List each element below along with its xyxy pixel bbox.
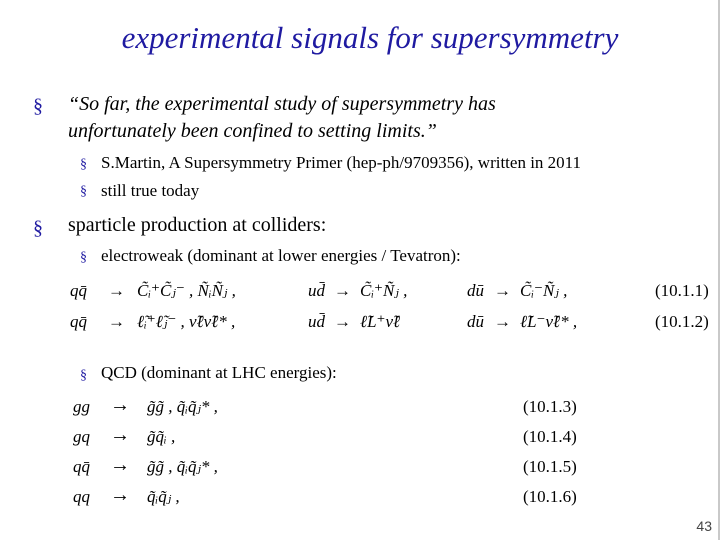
equation-number: (10.1.6) bbox=[523, 487, 577, 506]
initial-state: qq bbox=[73, 487, 90, 506]
equation-number: (10.1.4) bbox=[523, 427, 577, 446]
qcd-equation-4 bbox=[0, 484, 720, 511]
equation-number: (10.1.5) bbox=[523, 457, 577, 476]
arrow-icon: → bbox=[110, 424, 130, 446]
initial-state: qq̄ bbox=[73, 457, 90, 476]
initial-state: ud̄ bbox=[308, 281, 325, 300]
arrow-icon: → bbox=[108, 281, 125, 300]
reference-text: S.Martin, A Supersymmetry Primer (hep-ph/9709356), written in 2011 bbox=[101, 153, 582, 172]
final-state: g̃g̃ , q̃ᵢq̃ⱼ* , bbox=[147, 397, 218, 416]
final-state: C̃ᵢ⁺Ñⱼ , bbox=[360, 281, 408, 300]
electroweak-equation-1 bbox=[0, 281, 720, 305]
quote-line-2: unfortunately been confined to setting limits.” bbox=[68, 120, 437, 142]
final-state: ℓ̃L⁺ν̃ℓ bbox=[360, 312, 401, 331]
arrow-icon: → bbox=[494, 312, 511, 331]
equation-number: (10.1.2) bbox=[655, 312, 709, 331]
final-state: C̃ᵢ⁻Ñⱼ , bbox=[520, 281, 568, 300]
qcd-equation-3 bbox=[0, 454, 720, 481]
final-state: g̃g̃ , q̃ᵢq̃ⱼ* , bbox=[147, 457, 218, 476]
arrow-icon: → bbox=[110, 454, 130, 476]
still-true-text: still true today bbox=[101, 181, 200, 200]
arrow-icon: → bbox=[110, 394, 130, 416]
equation-number: (10.1.3) bbox=[523, 397, 577, 416]
arrow-icon: → bbox=[334, 281, 351, 300]
initial-state: ud̄ bbox=[308, 312, 325, 331]
arrow-icon: → bbox=[494, 281, 511, 300]
electroweak-equation-2 bbox=[0, 312, 720, 336]
electroweak-label: electroweak (dominant at lower energies / Tevatron): bbox=[101, 246, 461, 265]
production-heading: sparticle production at colliders: bbox=[68, 214, 327, 236]
page-title: experimental signals for supersymmetry bbox=[121, 20, 619, 55]
final-state: C̃ᵢ⁺C̃ⱼ⁻ , ÑᵢÑⱼ , bbox=[137, 281, 236, 300]
final-state: g̃q̃ᵢ , bbox=[147, 427, 176, 446]
final-state: ℓ̃L⁻ν̃ℓ* , bbox=[520, 312, 578, 331]
qcd-equation-1 bbox=[0, 394, 720, 421]
qcd-label: QCD (dominant at LHC energies): bbox=[101, 363, 337, 382]
arrow-icon: → bbox=[108, 312, 125, 331]
equation-number: (10.1.1) bbox=[655, 281, 709, 300]
final-state: q̃ᵢq̃ⱼ , bbox=[147, 487, 180, 506]
final-state: ℓ̃ᵢ⁺ℓ̃ⱼ⁻ , ν̃ℓν̃ℓ* , bbox=[137, 312, 236, 331]
initial-state: qq̄ bbox=[70, 281, 87, 300]
sub-bullet-electroweak: § bbox=[80, 250, 87, 265]
sub-bullet-qcd: § bbox=[80, 368, 87, 383]
initial-state: gg bbox=[73, 397, 90, 416]
quote-line-1: “So far, the experimental study of supersymmetry has bbox=[68, 93, 496, 115]
sub-bullet-reference: § bbox=[80, 157, 87, 172]
initial-state: dū bbox=[467, 281, 484, 300]
bullet-quote: § bbox=[33, 95, 43, 117]
qcd-equation-2 bbox=[0, 424, 720, 451]
initial-state: dū bbox=[467, 312, 484, 331]
initial-state: qq̄ bbox=[70, 312, 87, 331]
bullet-production: § bbox=[33, 217, 43, 239]
page-number: 43 bbox=[696, 518, 712, 534]
initial-state: gq bbox=[73, 427, 90, 446]
sub-bullet-still-true: § bbox=[80, 184, 87, 199]
arrow-icon: → bbox=[110, 484, 130, 506]
arrow-icon: → bbox=[334, 312, 351, 331]
